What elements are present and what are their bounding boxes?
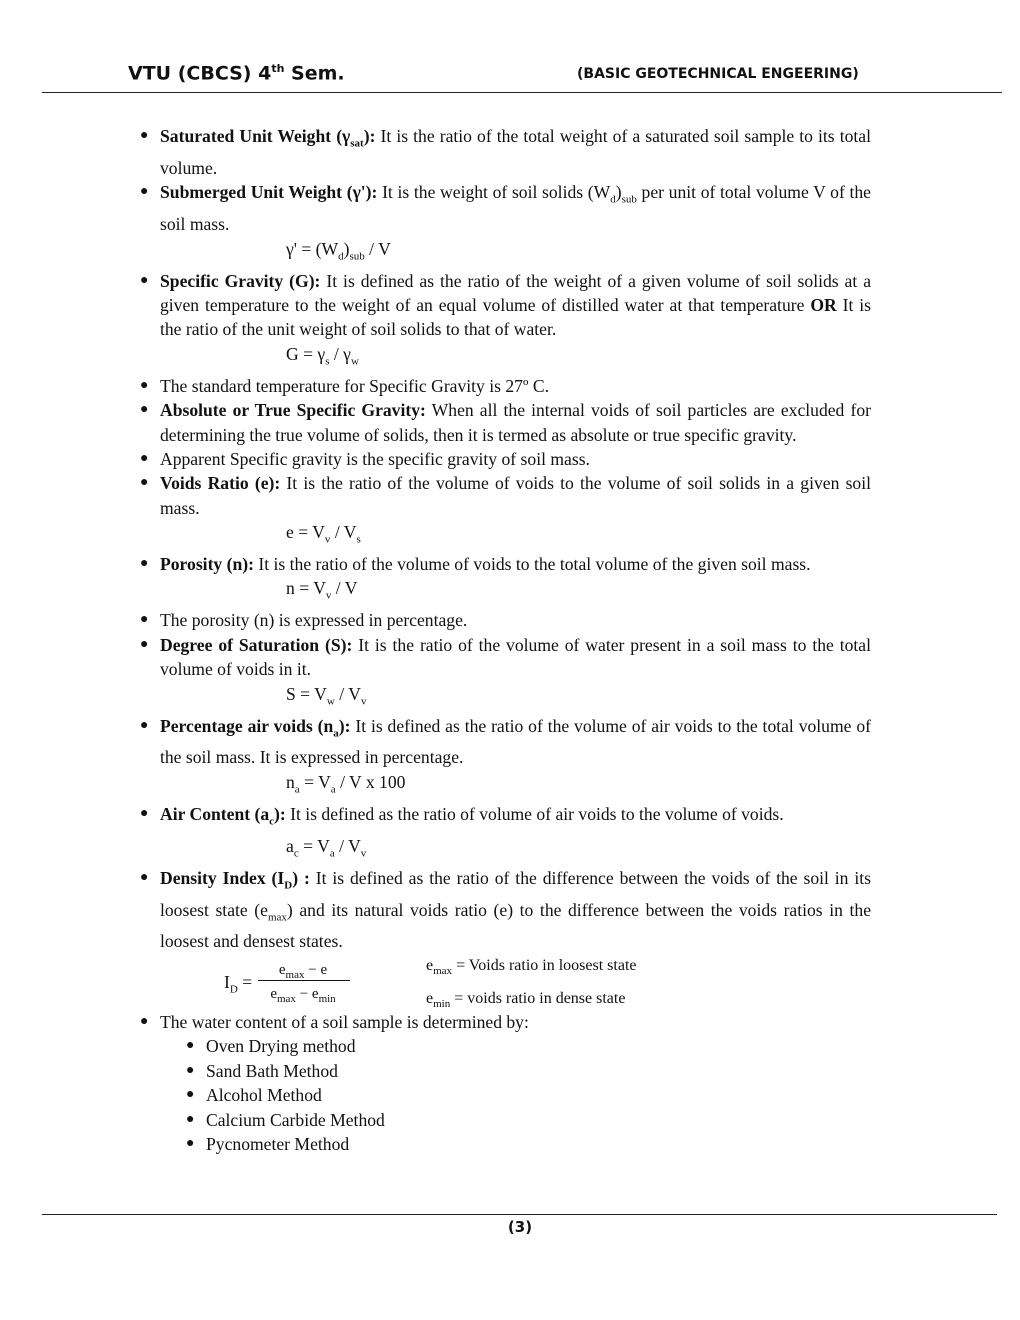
sub-item-method: ● Oven Drying method bbox=[136, 1034, 871, 1058]
list-item-air-content: ● Air Content $(a_c)$: It is defined as the ratio of volume of air voids to the volume of voids. bbox=[140, 803, 784, 828]
list-item-degree-of-saturation: ● Degree of Saturation (S): It is the ratio of the volume of water present in a soil mass to the total volume of voids in it. bbox=[140, 634, 871, 680]
list-item-submerged-unit-weight: ● Submerged Unit Weight (γ'): It is the weight of soil solids $(W_d)_{sub}$ per unit of total volume V of the soil mass. bbox=[140, 182, 871, 235]
bullet-icon: ● bbox=[140, 805, 149, 821]
bullet-icon: ● bbox=[186, 1111, 195, 1127]
term: Voids Ratio (e): bbox=[160, 473, 281, 494]
bullet-icon: ● bbox=[140, 128, 149, 143]
formula-porosity: $n = V_v / V$ bbox=[286, 578, 358, 602]
page-header bbox=[42, 56, 1002, 93]
bullet-icon: ● bbox=[186, 1062, 195, 1078]
formula-air-voids: $n_a = V_a / V$ x 100 bbox=[286, 771, 406, 796]
formula-submerged: $\gamma' = (W_d)_{sub} / V$ bbox=[286, 238, 391, 263]
page-number: (3) bbox=[507, 1218, 533, 1236]
term: Porosity (n): bbox=[160, 554, 254, 575]
subject-title: (BASIC GEOTECHNICAL ENGEERING) bbox=[577, 66, 859, 82]
bullet-icon: ● bbox=[140, 475, 149, 491]
bullet-icon: ● bbox=[140, 612, 149, 628]
formula-voids-ratio: $e = V_v / V_s$ bbox=[286, 522, 361, 546]
formula-density-index: $I_D$ = $e_{max} - e$ $e_{max} - e_{min}$ $e_{max}$ = Voids ratio in loosest state $e_{min}$ = voids ratio in dense state bbox=[136, 954, 871, 1010]
bullet-icon: ● bbox=[140, 869, 149, 885]
fraction-denominator: $e_{max} - e_{min}$ bbox=[270, 985, 336, 1005]
fraction-numerator: $e_{max} - e$ bbox=[278, 961, 328, 981]
notes-body bbox=[136, 124, 871, 1156]
list-item-apparent-specific-gravity: ● Apparent Specific gravity is the specific gravity of soil mass. bbox=[136, 447, 871, 471]
term: Submerged Unit Weight (γ'): bbox=[160, 182, 378, 203]
bullet-icon: ● bbox=[140, 402, 149, 418]
bullet-icon: ● bbox=[140, 556, 149, 572]
formula-saturation: $S = V_w / V_v$ bbox=[286, 683, 367, 708]
sub-item-method: ● Calcium Carbide Method bbox=[136, 1108, 871, 1132]
formula-air-content: $a_c = V_a / V_v$ bbox=[286, 835, 367, 860]
variable-definitions: $e_{max}$ = Voids ratio in loosest state $e_{min}$ = voids ratio in dense state bbox=[426, 956, 637, 1011]
bullet-icon: ● bbox=[186, 1038, 195, 1054]
sub-item-method: ● Alcohol Method bbox=[136, 1083, 871, 1107]
sub-item-method: ● Pycnometer Method bbox=[136, 1132, 871, 1156]
course-title: VTU (CBCS) 4th Sem. bbox=[128, 62, 345, 85]
term: Density Index $(I_D)$ : bbox=[160, 867, 310, 892]
footer-rule bbox=[42, 1214, 997, 1215]
fraction-bar bbox=[258, 980, 350, 981]
list-item-voids-ratio: ● Voids Ratio (e): It is the ratio of the volume of voids to the volume of soil solids in a given soil mass. bbox=[140, 473, 871, 518]
term: Specific Gravity (G): bbox=[160, 270, 321, 291]
term: Air Content $(a_c)$: bbox=[160, 803, 286, 828]
bullet-icon: ● bbox=[140, 1013, 149, 1029]
list-item-saturated-unit-weight: ● Saturated Unit Weight $(\gamma_{sat})$: It is the ratio of the total weight of a saturated soil sample to its total volume. bbox=[140, 126, 871, 178]
list-item-standard-temperature: ● The standard temperature for Specific Gravity is 27º C. bbox=[136, 374, 871, 398]
term: Percentage air voids $(n_a)$: bbox=[160, 715, 351, 740]
bullet-icon: ● bbox=[186, 1135, 195, 1151]
bullet-icon: ● bbox=[140, 717, 149, 733]
list-item-density-index: ● Density Index $(I_D)$ : It is defined as the ratio of the difference between the voids of the soil in its loosest state $(e_{max})$ and its natural voids ratio (e) to the difference between the voids ratios in the loosest and densest states. bbox=[140, 867, 872, 952]
list-item-porosity-percentage: ● The porosity (n) is expressed in percentage. bbox=[136, 608, 871, 632]
list-item-water-content: ● The water content of a soil sample is determined by: bbox=[136, 1010, 871, 1034]
bullet-icon: ● bbox=[140, 272, 149, 288]
bullet-icon: ● bbox=[140, 377, 149, 393]
bullet-icon: ● bbox=[186, 1087, 195, 1103]
term: Absolute or True Specific Gravity: bbox=[160, 400, 426, 421]
formula-specific-gravity: $G = \gamma_s / \gamma_w$ bbox=[286, 343, 359, 368]
bullet-icon: ● bbox=[140, 450, 149, 466]
sub-item-method: ● Sand Bath Method bbox=[136, 1059, 871, 1083]
list-item-absolute-specific-gravity: ● Absolute or True Specific Gravity: When all the internal voids of soil particles are excluded for determining the true volume of solids, then it is termed as absolute or true specific gravity. bbox=[140, 400, 871, 445]
term: Saturated Unit Weight $(\gamma_{sat})$: bbox=[160, 126, 376, 150]
list-item-air-voids: ● Percentage air voids $(n_a)$: It is defined as the ratio of the volume of air voids to the total volume of the soil mass. It is expressed in percentage. bbox=[140, 715, 871, 768]
list-item-specific-gravity: ● Specific Gravity (G): It is defined as the ratio of the weight of a given volume of soil solids at a given temperature to the weight of an equal volume of distilled water at that temperature OR It is the ratio of the unit weight of soil solids to that of water. bbox=[140, 270, 872, 340]
bullet-icon: ● bbox=[140, 184, 149, 200]
bullet-icon: ● bbox=[140, 636, 149, 652]
term: Degree of Saturation (S): bbox=[160, 634, 353, 655]
list-item-porosity: ● Porosity (n): It is the ratio of the volume of voids to the total volume of the given soil mass. bbox=[136, 552, 871, 576]
